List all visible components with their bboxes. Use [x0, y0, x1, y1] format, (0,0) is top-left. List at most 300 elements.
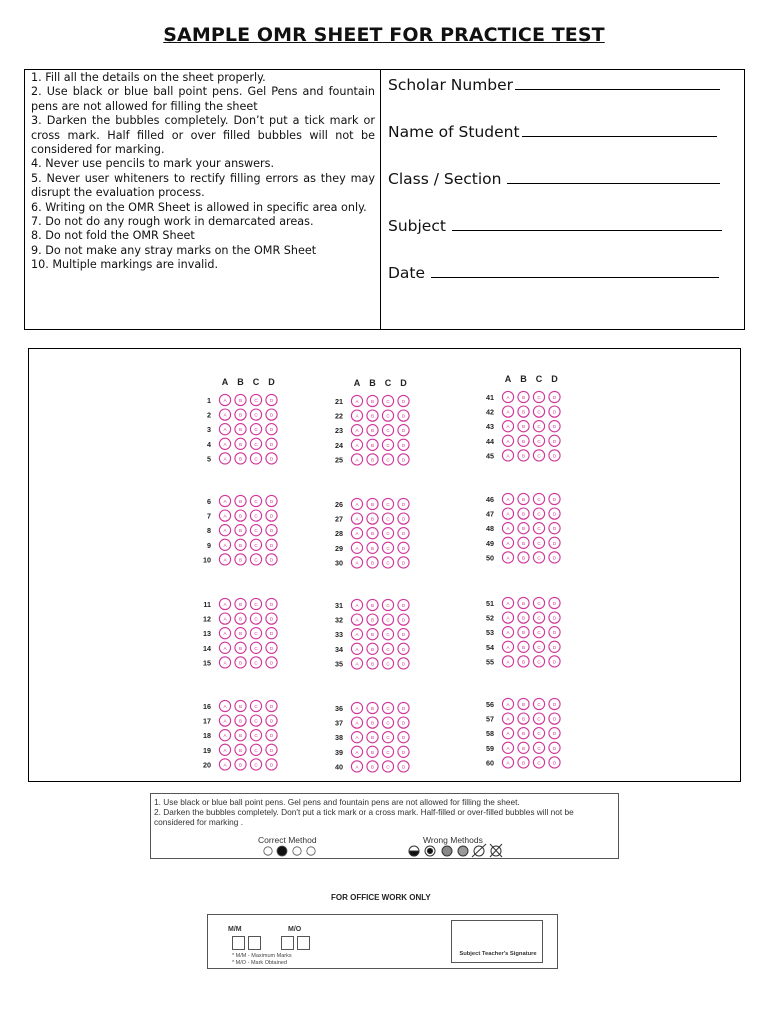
question-number: 37 [335, 718, 343, 728]
bubble-letter: D [269, 456, 274, 462]
bubble-letter: B [370, 720, 375, 726]
bubble-letter: B [238, 441, 243, 447]
example-bubble-d [307, 847, 315, 855]
bubble-letter: A [355, 531, 359, 537]
bubble-letter: D [401, 632, 406, 638]
bubble-letter: A [223, 602, 227, 607]
question-number: 52 [486, 613, 494, 623]
question-number: 59 [486, 743, 494, 753]
bubble-letter: B [521, 395, 526, 400]
bubble-letter: D [552, 716, 557, 722]
instruction-item: 8. Do not fold the OMR Sheet [31, 229, 195, 243]
bubble-letter: D [552, 526, 557, 532]
bubble-letter: C [254, 456, 258, 462]
bubble-letter: D [552, 601, 557, 606]
bubble-letter: B [521, 644, 526, 650]
bubble-letter: A [506, 601, 510, 606]
question-number: 43 [486, 422, 494, 432]
bubble-letter: A [506, 424, 510, 430]
bubble-letter: D [269, 747, 274, 753]
bubble-letter: B [370, 735, 375, 741]
header-box [24, 69, 745, 330]
bubble-letter: A [223, 542, 227, 548]
bubble-letter: A [223, 645, 227, 651]
bubble-letter: A [506, 644, 510, 650]
bubble-letter: C [537, 644, 541, 650]
question-number: 40 [335, 762, 343, 772]
question-number: 23 [335, 426, 343, 436]
bubble-letter: C [537, 659, 541, 665]
bubble-letter: D [401, 661, 406, 667]
question-number: 11 [203, 600, 211, 609]
bubble-letter: B [238, 718, 243, 724]
bubble-letter: B [370, 545, 375, 551]
bubble-letter: B [238, 747, 243, 753]
bubble-letter: C [386, 720, 390, 726]
subject-field[interactable] [388, 188, 744, 235]
question-number: 8 [207, 526, 211, 536]
scholar-number-label: Scholar Number [388, 76, 514, 94]
bubble-letter: B [370, 442, 375, 448]
option-header: C [535, 374, 543, 384]
bubble-letter: A [355, 720, 359, 726]
bubble-letter: D [401, 764, 406, 770]
instructions-list [25, 70, 381, 329]
option-header: D [400, 378, 407, 388]
method-examples [151, 794, 618, 858]
question-number: 25 [335, 455, 343, 465]
bubble-letter: A [223, 528, 227, 534]
signature-box[interactable] [451, 920, 543, 963]
bubble-letter: B [238, 557, 243, 563]
instruction-item: 9. Do not make any stray marks on the OMR Sheet [31, 243, 317, 257]
bubble-letter: B [521, 716, 526, 722]
bubble-letter: C [254, 660, 258, 666]
bubble-letter: D [552, 453, 557, 459]
bubble-letter: D [552, 497, 557, 502]
bubble-letter: D [552, 511, 557, 517]
bubble-letter: B [370, 749, 375, 755]
bubble-letter: A [355, 516, 359, 522]
bubble-letter: A [355, 399, 359, 404]
bubble-letter: A [355, 646, 359, 652]
bubble-letter: A [506, 630, 510, 636]
bubble-letter: B [238, 412, 243, 418]
shaded-icon [458, 846, 468, 856]
bubble-letter: D [269, 660, 274, 666]
bubble-letter: C [386, 603, 390, 608]
bubble-letter: C [537, 731, 541, 737]
bubble-letter: C [386, 545, 390, 551]
question-number: 9 [207, 540, 211, 550]
bubble-letter: D [269, 762, 274, 768]
question-number: 31 [335, 601, 343, 610]
question-number: 18 [203, 731, 211, 741]
bubble-letter: A [223, 412, 227, 418]
bubble-letter: D [401, 516, 406, 522]
bubble-letter: D [552, 555, 557, 561]
bubble-letter: A [506, 731, 510, 737]
bubble-letter: D [552, 644, 557, 650]
bubble-letter: A [223, 427, 227, 433]
bubble-letter: A [506, 540, 510, 546]
mm-box-1[interactable] [232, 936, 245, 950]
bubble-letter: B [238, 616, 243, 622]
bubble-letter: B [521, 702, 526, 707]
question-number: 36 [335, 704, 343, 713]
answer-grid [28, 348, 741, 782]
option-header: C [384, 378, 392, 388]
bubble-letter: B [521, 601, 526, 606]
bubble-letter: C [254, 616, 258, 622]
bubble-letter: A [506, 745, 510, 751]
bubble-letter: A [355, 413, 359, 419]
bubble-letter: C [386, 413, 390, 419]
bubble-letter: A [355, 617, 359, 623]
bubble-letter: B [370, 603, 375, 608]
student-name-field[interactable] [388, 94, 744, 141]
bubble-letter: D [401, 502, 406, 507]
question-number: 19 [203, 745, 211, 755]
bubble-letter: A [506, 615, 510, 621]
subject-label: Subject [388, 217, 446, 235]
bubble-letter: B [370, 706, 375, 711]
bubble-letter: B [238, 427, 243, 433]
bubble-letter: B [238, 631, 243, 637]
bubble-letter: B [370, 617, 375, 623]
question-number: 2 [207, 410, 211, 420]
bubble-letter: D [401, 617, 406, 623]
bubble-letter: B [521, 424, 526, 430]
bubble-letter: B [521, 497, 526, 502]
bubble-letter: A [355, 457, 359, 463]
question-number: 26 [335, 500, 343, 509]
bubble-letter: C [537, 526, 541, 532]
bubble-letter: B [238, 733, 243, 739]
bubble-letter: D [401, 749, 406, 755]
bubble-letter: C [254, 528, 258, 534]
bubble-letter: B [238, 513, 243, 519]
bubble-letter: A [355, 560, 359, 566]
mo-box-2[interactable] [297, 936, 310, 950]
bubble-letter: C [537, 497, 541, 502]
answer-grid-bubbles [29, 349, 740, 781]
bubble-letter: D [269, 718, 274, 724]
bubble-letter: A [223, 616, 227, 622]
bubble-letter: C [537, 615, 541, 621]
bubble-letter: A [355, 735, 359, 741]
bubble-letter: B [521, 731, 526, 737]
date-field[interactable] [388, 235, 744, 282]
example-bubble-a [264, 847, 272, 855]
question-number: 30 [335, 558, 343, 568]
bubble-letter: C [537, 601, 541, 606]
bubble-letter: A [223, 660, 227, 666]
bubble-letter: A [506, 511, 510, 517]
marking-notice [150, 793, 619, 859]
bubble-letter: D [552, 424, 557, 430]
bubble-letter: B [521, 438, 526, 444]
question-number: 57 [486, 714, 494, 724]
bubble-letter: A [506, 438, 510, 444]
date-line[interactable] [431, 276, 719, 278]
question-number: 54 [486, 642, 494, 652]
bubble-letter: D [401, 735, 406, 741]
bubble-letter: B [521, 630, 526, 636]
bubble-letter: A [355, 632, 359, 638]
bubble-letter: D [552, 395, 557, 400]
bubble-letter: B [521, 453, 526, 459]
bubble-letter: C [254, 542, 258, 548]
bubble-letter: B [370, 531, 375, 537]
correct-method-label: Correct Method [258, 835, 317, 845]
scholar-number-line[interactable] [515, 88, 720, 90]
bubble-letter: B [521, 526, 526, 532]
question-number: 33 [335, 630, 343, 640]
bubble-letter: C [254, 704, 258, 709]
question-number: 27 [335, 514, 343, 524]
question-number: 12 [203, 614, 211, 624]
bubble-letter: C [537, 760, 541, 766]
question-number: 44 [486, 436, 494, 446]
question-number: 48 [486, 524, 494, 534]
student-name-line[interactable] [522, 135, 717, 137]
bubble-letter: B [370, 632, 375, 638]
bubble-letter: C [254, 557, 258, 563]
bubble-letter: A [355, 764, 359, 770]
question-number: 17 [203, 716, 211, 726]
option-header: D [551, 374, 558, 384]
bubble-letter: C [386, 428, 390, 434]
bubble-letter: C [537, 716, 541, 722]
bubble-letter: B [521, 760, 526, 766]
bubble-letter: C [254, 441, 258, 447]
bubble-letter: C [386, 617, 390, 623]
bubble-letter: D [269, 542, 274, 548]
bubble-letter: B [521, 659, 526, 665]
bubble-letter: D [552, 409, 557, 415]
question-number: 10 [203, 555, 211, 565]
option-header: D [268, 377, 275, 387]
example-bubble-c [293, 847, 301, 855]
question-number: 21 [335, 397, 343, 406]
bubble-letter: C [386, 749, 390, 755]
question-number: 50 [486, 553, 494, 563]
mo-label: M/O [288, 926, 302, 933]
question-number: 20 [203, 760, 211, 770]
option-header: B [520, 374, 527, 384]
bubble-letter: C [537, 540, 541, 546]
question-number: 28 [335, 529, 343, 539]
bubble-letter: C [254, 513, 258, 519]
bubble-letter: C [386, 531, 390, 537]
mo-legend: * M/O - Mark Obtained [232, 960, 288, 966]
bubble-letter: B [370, 399, 375, 404]
bubble-letter: D [401, 720, 406, 726]
question-number: 6 [207, 497, 211, 506]
instruction-item: 2. Use black or blue ball point pens. Gel Pens and fountain pens are not allowed for filling the sheet [31, 85, 375, 113]
bubble-letter: B [370, 560, 375, 566]
question-number: 16 [203, 702, 211, 711]
bubble-letter: D [401, 457, 406, 463]
bubble-letter: B [521, 540, 526, 546]
bubble-letter: D [269, 733, 274, 739]
bubble-letter: A [223, 441, 227, 447]
question-number: 3 [207, 425, 211, 435]
bubble-letter: B [521, 511, 526, 517]
bubble-letter: B [238, 602, 243, 607]
bubble-letter: A [506, 409, 510, 415]
bubble-letter: C [386, 735, 390, 741]
bubble-letter: C [386, 706, 390, 711]
question-number: 1 [207, 396, 211, 405]
question-number: 56 [486, 700, 494, 709]
bubble-letter: D [269, 704, 274, 709]
subject-line[interactable] [452, 229, 722, 231]
question-number: 5 [207, 454, 211, 464]
bubble-letter: D [401, 413, 406, 419]
wrong-methods-label: Wrong Methods [423, 835, 483, 845]
instruction-item: 4. Never use pencils to mark your answers. [31, 157, 275, 171]
student-details [381, 70, 744, 329]
mo-box-1[interactable] [281, 936, 294, 950]
question-number: 45 [486, 451, 494, 461]
question-number: 35 [335, 659, 343, 669]
option-header: B [237, 377, 244, 387]
bubble-letter: D [269, 602, 274, 607]
bubble-letter: A [355, 442, 359, 448]
bubble-letter: A [355, 706, 359, 711]
question-number: 29 [335, 543, 343, 553]
bubble-letter: C [386, 661, 390, 667]
bubble-letter: C [254, 427, 258, 433]
bubble-letter: C [537, 702, 541, 707]
option-header: A [353, 378, 361, 388]
instruction-item: 6. Writing on the OMR Sheet is allowed in specific area only. [31, 200, 367, 214]
question-number: 32 [335, 615, 343, 625]
bubble-letter: B [238, 398, 243, 403]
bubble-letter: A [355, 661, 359, 667]
bubble-letter: D [552, 438, 557, 444]
bubble-letter: D [552, 731, 557, 737]
bubble-letter: C [254, 412, 258, 418]
bubble-letter: D [401, 603, 406, 608]
bubble-letter: C [254, 631, 258, 637]
bubble-letter: C [386, 764, 390, 770]
bubble-letter: D [552, 630, 557, 636]
bubble-letter: A [506, 555, 510, 561]
option-header: B [369, 378, 376, 388]
question-number: 60 [486, 758, 494, 768]
question-number: 46 [486, 495, 494, 504]
bubble-letter: D [269, 631, 274, 637]
page-title: SAMPLE OMR SHEET FOR PRACTICE TEST [163, 24, 605, 46]
bubble-letter: C [537, 395, 541, 400]
bubble-letter: C [254, 718, 258, 724]
bubble-letter: B [521, 745, 526, 751]
bubble-letter: C [254, 733, 258, 739]
class-section-label: Class / Section [388, 170, 502, 188]
bubble-letter: A [223, 398, 227, 403]
question-number: 4 [207, 439, 211, 449]
question-number: 51 [486, 599, 494, 608]
bubble-letter: C [537, 438, 541, 444]
question-number: 55 [486, 657, 494, 667]
office-work-title: FOR OFFICE WORK ONLY [331, 893, 431, 902]
class-section-line[interactable] [507, 182, 720, 184]
bubble-letter: A [355, 545, 359, 551]
bubble-letter: C [254, 747, 258, 753]
bubble-letter: D [401, 560, 406, 566]
signature-label: Subject Teacher's Signature [459, 951, 537, 957]
mm-box-2[interactable] [248, 936, 261, 950]
bubble-letter: D [401, 545, 406, 551]
bubble-letter: C [537, 745, 541, 751]
bubble-letter: C [254, 499, 258, 504]
class-section-field[interactable] [388, 141, 744, 188]
bubble-letter: C [537, 511, 541, 517]
bubble-letter: A [355, 749, 359, 755]
bubble-letter: D [269, 427, 274, 433]
question-number: 39 [335, 747, 343, 757]
bubble-letter: C [386, 560, 390, 566]
bubble-letter: A [223, 513, 227, 519]
question-number: 15 [203, 658, 211, 668]
bubble-letter: B [521, 615, 526, 621]
bubble-letter: B [238, 528, 243, 534]
bubble-letter: B [370, 413, 375, 419]
bubble-letter: D [269, 616, 274, 622]
bubble-letter: D [552, 659, 557, 665]
question-number: 7 [207, 511, 211, 521]
bubble-letter: C [386, 399, 390, 404]
bubble-letter: D [269, 499, 274, 504]
bubble-letter: A [223, 733, 227, 739]
wrong-method-bubbles [409, 844, 502, 857]
bubble-letter: D [401, 399, 406, 404]
option-header: A [504, 374, 512, 384]
bubble-letter: C [537, 409, 541, 415]
office-work-box [207, 914, 558, 969]
option-header: A [221, 377, 229, 387]
bubble-letter: B [238, 762, 243, 768]
instruction-item: 7. Do not do any rough work in demarcated areas. [31, 215, 314, 229]
date-label: Date [388, 264, 426, 282]
scholar-number-field[interactable] [388, 72, 744, 94]
bubble-letter: A [223, 557, 227, 563]
bubble-letter: A [506, 395, 510, 400]
example-bubble-filled [277, 846, 287, 856]
bubble-letter: C [386, 442, 390, 448]
bubble-letter: A [355, 603, 359, 608]
bubble-letter: D [269, 398, 274, 403]
bubble-letter: C [254, 398, 258, 403]
mm-label: M/M [228, 926, 242, 933]
question-number: 58 [486, 729, 494, 739]
bubble-letter: A [355, 428, 359, 434]
bubble-letter: D [269, 557, 274, 563]
question-number: 22 [335, 411, 343, 421]
bubble-letter: A [506, 716, 510, 722]
bubble-letter: B [370, 502, 375, 507]
bubble-letter: C [386, 646, 390, 652]
option-header: C [252, 377, 260, 387]
bubble-letter: B [370, 428, 375, 434]
bubble-letter: A [223, 499, 227, 504]
bubble-letter: A [223, 704, 227, 709]
half-filled-shade [409, 851, 419, 856]
question-number: 34 [335, 644, 343, 654]
